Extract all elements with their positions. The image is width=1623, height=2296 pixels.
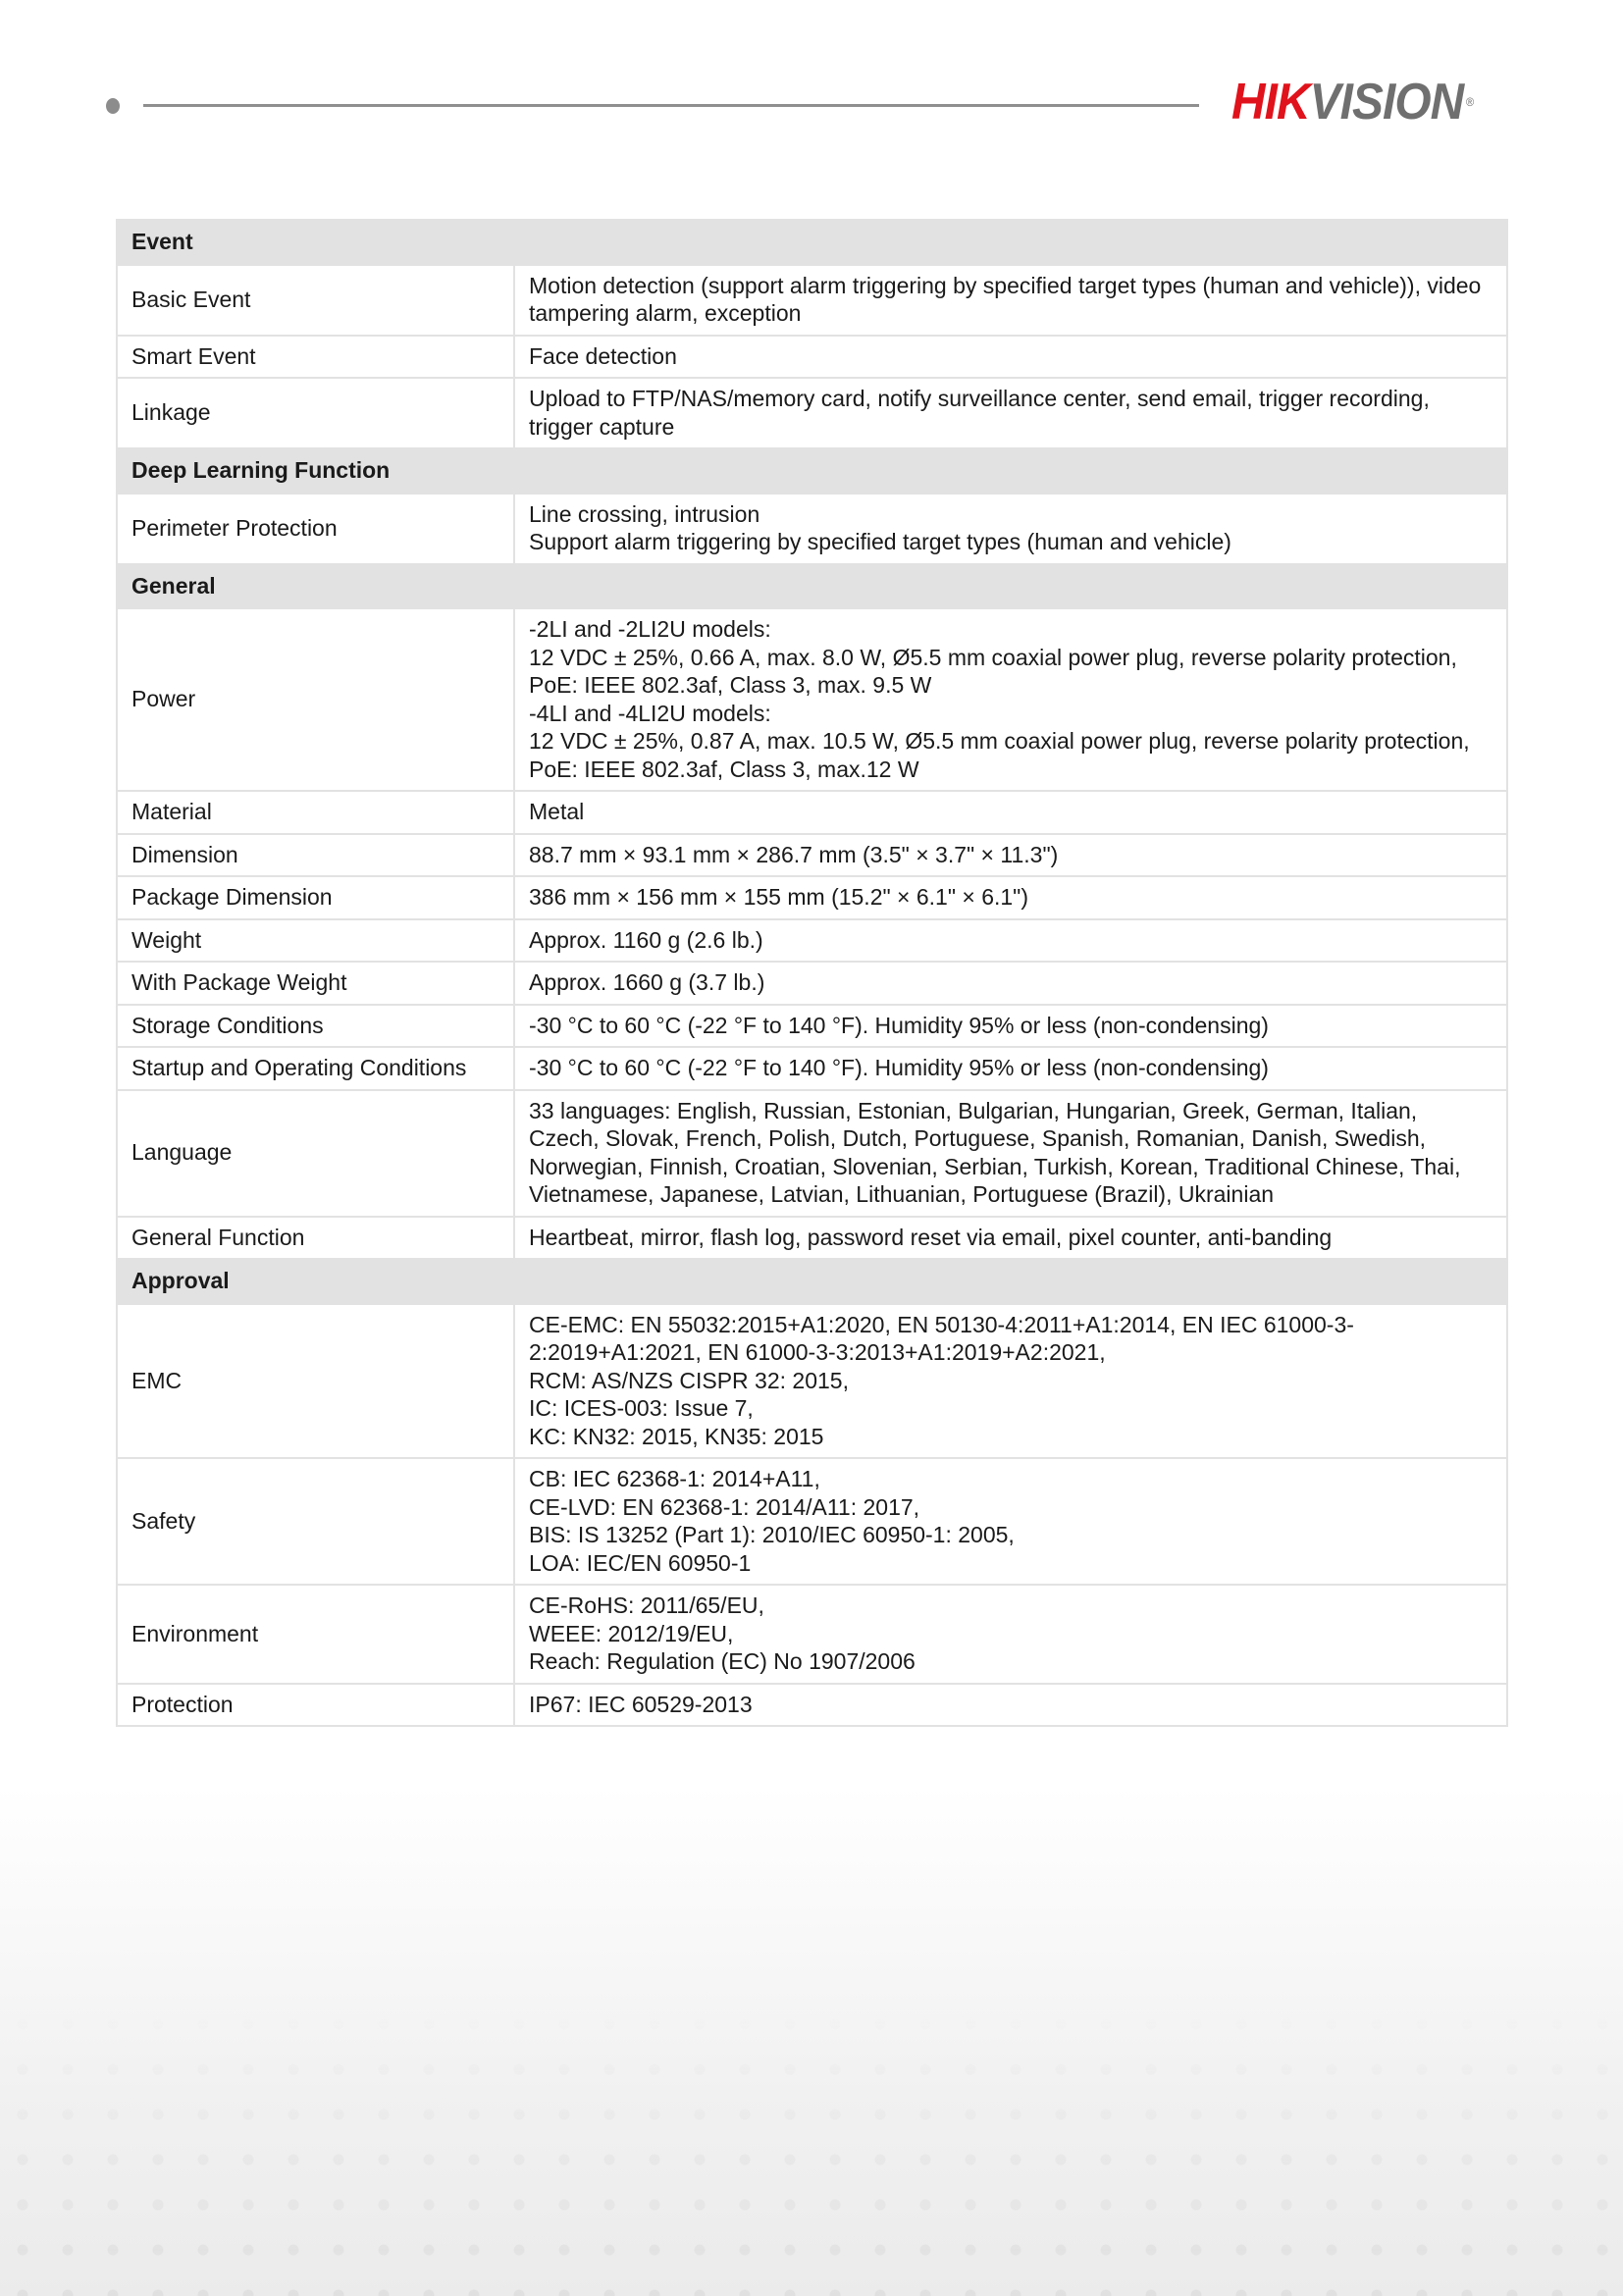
spec-row (117, 1585, 1507, 1684)
spec-value (514, 1585, 1507, 1684)
spec-label: Environment (117, 1585, 514, 1684)
background-dot-pattern (0, 2002, 1623, 2296)
spec-value-line: LOA: IEC/EN 60950-1 (529, 1549, 752, 1576)
spec-label: With Package Weight (117, 962, 514, 1005)
logo-part-red: HIK (1231, 74, 1310, 130)
specification-table (116, 219, 1508, 1727)
spec-value-line: -30 °C to 60 °C (-22 °F to 140 °F). Humidity 95% or less (non-condensing) (529, 1012, 1269, 1038)
section-header-row (117, 448, 1507, 494)
spec-value (514, 1047, 1507, 1090)
spec-value-line: Upload to FTP/NAS/memory card, notify surveillance center, send email, trigger recording, trigger capture (529, 386, 1430, 440)
spec-label: Material (117, 791, 514, 834)
spec-value-line: IP67: IEC 60529-2013 (529, 1691, 753, 1717)
spec-value-line: Reach: Regulation (EC) No 1907/2006 (529, 1648, 916, 1674)
spec-row (117, 919, 1507, 963)
spec-label: EMC (117, 1304, 514, 1459)
spec-value-line: BIS: IS 13252 (Part 1): 2010/IEC 60950-1: 2005, (529, 1522, 1015, 1547)
specification-table-body (117, 220, 1507, 1726)
spec-value-line: -4LI and -4LI2U models: (529, 700, 771, 726)
spec-value-line: CE-EMC: EN 55032:2015+A1:2020, EN 50130-4:2011+A1:2014, EN IEC 61000-3-2:2019+A1:2021, EN 61000-3-3:2013+A1:2019+A2:2021, (529, 1311, 1354, 1365)
spec-value (514, 876, 1507, 919)
spec-value-line: CB: IEC 62368-1: 2014+A11, (529, 1466, 820, 1491)
spec-row (117, 1090, 1507, 1217)
spec-label: Power (117, 608, 514, 791)
spec-value-line: -30 °C to 60 °C (-22 °F to 140 °F). Humidity 95% or less (non-condensing) (529, 1055, 1269, 1080)
spec-value-line: Metal (529, 799, 585, 824)
spec-label: Startup and Operating Conditions (117, 1047, 514, 1090)
spec-value-line: PoE: IEEE 802.3af, Class 3, max.12 W (529, 756, 919, 782)
spec-row (117, 336, 1507, 379)
spec-value (514, 1304, 1507, 1459)
spec-value (514, 1684, 1507, 1727)
spec-label: Package Dimension (117, 876, 514, 919)
spec-value (514, 791, 1507, 834)
spec-value (514, 1217, 1507, 1260)
spec-label: Language (117, 1090, 514, 1217)
logo-part-gray: VISION (1309, 74, 1464, 130)
spec-row (117, 378, 1507, 448)
spec-value-line: CE-LVD: EN 62368-1: 2014/A11: 2017, (529, 1493, 920, 1520)
section-title: Event (117, 220, 1507, 265)
spec-value-line: Approx. 1660 g (3.7 lb.) (529, 969, 765, 995)
page-header (0, 0, 1623, 137)
spec-value-line: 12 VDC ± 25%, 0.66 A, max. 8.0 W, Ø5.5 mm coaxial power plug, reverse polarity protection, (529, 644, 1457, 670)
spec-row (117, 608, 1507, 791)
spec-value (514, 494, 1507, 564)
spec-row (117, 1005, 1507, 1048)
header-rule (143, 104, 1199, 107)
header-dot-decoration (106, 98, 120, 114)
spec-row (117, 876, 1507, 919)
spec-row (117, 1684, 1507, 1727)
spec-row (117, 1304, 1507, 1459)
hikvision-logo (1231, 74, 1474, 130)
spec-value-line: 386 mm × 156 mm × 155 mm (15.2" × 6.1" × 6.1") (529, 884, 1029, 910)
spec-value (514, 378, 1507, 448)
spec-value-line: IC: ICES-003: Issue 7, (529, 1395, 754, 1421)
spec-value-line: KC: KN32: 2015, KN35: 2015 (529, 1423, 824, 1449)
spec-value-line: WEEE: 2012/19/EU, (529, 1620, 734, 1646)
spec-value-line: Heartbeat, mirror, flash log, password reset via email, pixel counter, anti-banding (529, 1224, 1333, 1250)
spec-label: Safety (117, 1458, 514, 1585)
spec-label: General Function (117, 1217, 514, 1260)
spec-value-line: Line crossing, intrusion (529, 500, 760, 527)
spec-row (117, 1217, 1507, 1260)
spec-label: Basic Event (117, 265, 514, 336)
spec-row (117, 791, 1507, 834)
spec-value (514, 336, 1507, 379)
spec-label: Linkage (117, 378, 514, 448)
spec-value-line: Face detection (529, 342, 677, 369)
section-title: General (117, 564, 1507, 609)
registered-mark: ® (1466, 95, 1474, 109)
spec-label: Weight (117, 919, 514, 963)
spec-label: Smart Event (117, 336, 514, 379)
section-header-row (117, 220, 1507, 265)
spec-value-line: Approx. 1160 g (2.6 lb.) (529, 926, 763, 953)
spec-value (514, 265, 1507, 336)
spec-label: Protection (117, 1684, 514, 1727)
spec-value-line: CE-RoHS: 2011/65/EU, (529, 1592, 764, 1618)
spec-value-line: Support alarm triggering by specified target types (human and vehicle) (529, 529, 1231, 554)
section-header-row (117, 1259, 1507, 1304)
spec-row (117, 834, 1507, 877)
spec-value (514, 962, 1507, 1005)
spec-row (117, 1047, 1507, 1090)
spec-value (514, 1458, 1507, 1585)
section-title: Approval (117, 1259, 1507, 1304)
spec-value (514, 1090, 1507, 1217)
spec-value (514, 919, 1507, 963)
spec-value-line: 33 languages: English, Russian, Estonian, Bulgarian, Hungarian, Greek, German, Italian, Czech, Slovak, French, Polish, Dutch, Portuguese, Spanish, Romanian, Danish, Swedish, Norwegian, Finnish, Croatian, Slovenian, Serbian, Turkish, Korean, Traditional Chinese, Thai, Vietnamese, Japanese, Latvian, Lithuanian, Portuguese (Brazil), Ukrainian (529, 1097, 1461, 1207)
spec-value (514, 834, 1507, 877)
spec-value (514, 608, 1507, 791)
spec-row (117, 494, 1507, 564)
spec-row (117, 1458, 1507, 1585)
spec-label: Perimeter Protection (117, 494, 514, 564)
spec-label: Dimension (117, 834, 514, 877)
section-header-row (117, 564, 1507, 609)
spec-value-line: PoE: IEEE 802.3af, Class 3, max. 9.5 W (529, 672, 932, 698)
spec-value-line: Motion detection (support alarm triggering by specified target types (human and vehicle)), video tampering alarm, exception (529, 272, 1482, 326)
spec-row (117, 962, 1507, 1005)
spec-value (514, 1005, 1507, 1048)
spec-value-line: 88.7 mm × 93.1 mm × 286.7 mm (3.5" × 3.7" × 11.3") (529, 841, 1059, 867)
spec-label: Storage Conditions (117, 1005, 514, 1048)
spec-value-line: -2LI and -2LI2U models: (529, 616, 771, 642)
section-title: Deep Learning Function (117, 448, 1507, 494)
spec-value-line: 12 VDC ± 25%, 0.87 A, max. 10.5 W, Ø5.5 mm coaxial power plug, reverse polarity protection, (529, 728, 1470, 754)
spec-value-line: RCM: AS/NZS CISPR 32: 2015, (529, 1367, 849, 1393)
spec-row (117, 265, 1507, 336)
